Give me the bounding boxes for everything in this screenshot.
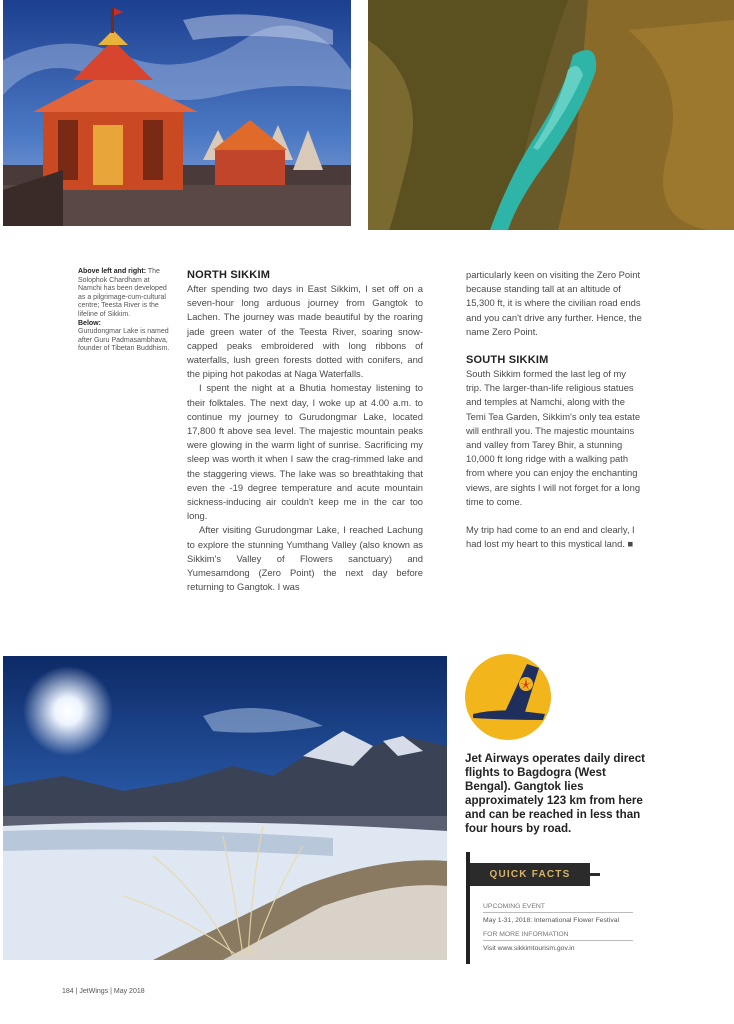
- article-paragraph: particularly keen on visiting the Zero Point because standing tall at an altitude of 15,300 ft, it is where the civilian road ends and you can't drive any further. Hence, the name Zero Point.: [466, 269, 642, 337]
- caption-heading-above: Above left and right:: [78, 268, 147, 275]
- jet-airways-info: Jet Airways operates daily direct flights to Bagdogra (West Bengal). Gangtok lies approximately 123 km from here and can be reached in less than four hours by road.: [465, 752, 645, 835]
- lake-photo: [3, 656, 447, 960]
- article-paragraph: I spent the night at a Bhutia homestay listening to their folktales. The next day, I woke up at 4.00 a.m. to continue my journey to Gurudongmar Lake, located 17,800 ft above sea level. The majestic mountain peaks were glowing in the warm light of sunrise. Sacrificing my sleep was worth it when I saw the crag-rimmed lake and the staggering views. The lake was so breathtaking that even the -19 degree temperature and acute mountain sickness-inducing air couldn't keep me in the car too long.: [187, 382, 423, 522]
- north-sikkim-heading: NORTH SIKKIM: [187, 269, 271, 281]
- article-column-1: [187, 268, 423, 594]
- temple-photo: [3, 0, 351, 226]
- photo-caption: [78, 268, 170, 354]
- caption-text-below: Gurudongmar Lake is named after Guru Padmasambhava, founder of Tibetan Buddhism.: [78, 328, 170, 353]
- article-paragraph: My trip had come to an end and clearly, I had lost my heart to this mystical land. ■: [466, 524, 635, 550]
- article-paragraph: After spending two days in East Sikkim, I set off on a seven-hour long arduous journey from Gangtok to Lachen. The journey was made beautiful by the roaring jade green water of the Teesta River, soaring snow-capped peaks embroidered with long ribbons of waterfalls, lush green forests dotted with conifers, and the piping hot pakodas at Naga Waterfalls.: [187, 283, 423, 380]
- river-photo: [368, 0, 734, 230]
- south-sikkim-heading: SOUTH SIKKIM: [466, 354, 549, 367]
- caption-heading-below: Below:: [78, 319, 101, 327]
- article-paragraph: South Sikkim formed the last leg of my trip. The larger-than-life religious statues and temples at Namchi, along with the Temi Tea Garden, Sikkim's only tea estate will enthrall you. The majestic mountains and valley from Tarey Bhir, a stunning 10,000 ft long ridge with a walking path from where you can enjoy the enchanting views, are sights I will not forget for a long time to come.: [466, 368, 641, 507]
- article-column-2: [466, 268, 642, 551]
- upcoming-event-label: UPCOMING EVENT: [483, 902, 633, 913]
- jet-airways-logo: [465, 654, 551, 740]
- quick-facts-body: [483, 902, 633, 958]
- page-footer: 184 | JetWings | May 2018: [62, 988, 145, 995]
- caption-text-above: The Solophok Chardham at Namchi has been developed as a pilgrimage-cum-cultural centre; Teesta River is the lifeline of Sikkim.: [78, 268, 167, 318]
- upcoming-event-value: May 1-31, 2018: International Flower Festival: [483, 917, 620, 924]
- quick-facts-title: QUICK FACTS: [470, 863, 590, 886]
- article-paragraph: After visiting Gurudongmar Lake, I reached Lachung to explore the stunning Yumthang Valley (also known as Sikkim's Valley of Flowers sanctuary) and Yumesamdong (Zero Point) the next day before returning to Gangtok. I was: [187, 524, 423, 593]
- more-info-label: FOR MORE INFORMATION: [483, 930, 633, 941]
- more-info-value: Visit www.sikkimtourism.gov.in: [483, 945, 575, 952]
